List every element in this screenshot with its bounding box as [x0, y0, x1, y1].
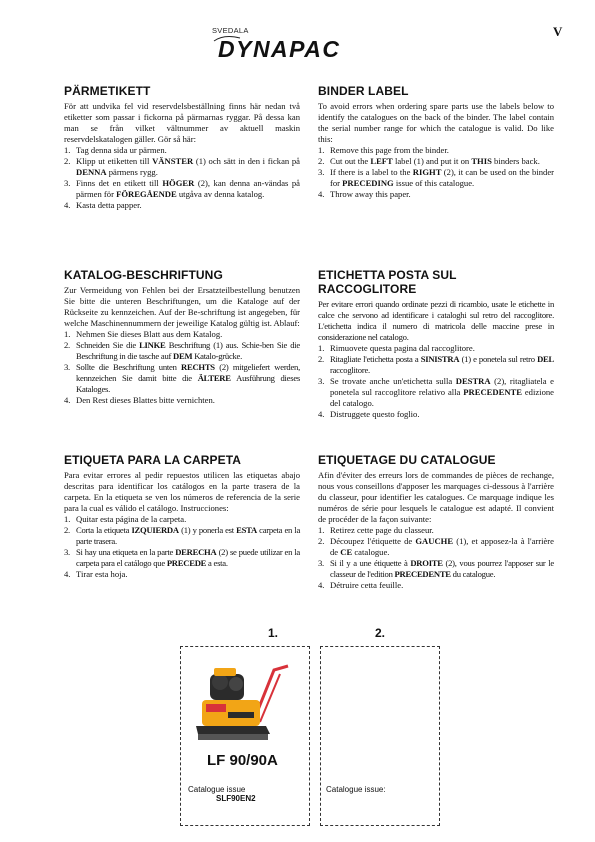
list-item: 3. Sollte die Beschriftung unten RECHTS (2) mitgeliefert werden, kennzeichen Sie damit bitte die ÄLTERE Ausführung dieses Kataloges. — [64, 362, 300, 394]
list-item: 4. Throw away this paper. — [318, 189, 411, 199]
list-item: 3. Si hay una etiqueta en la parte DERECHA (2) se puede utilizar en la carpeta para el catálogo que PRECEDE a esta. — [64, 547, 300, 568]
steps-list — [64, 145, 300, 211]
section-title: ETIQUETA PARA LA CARPETA — [64, 453, 242, 467]
steps-list — [64, 329, 300, 406]
section-italian — [318, 268, 554, 420]
section-title: BINDER LABEL — [318, 84, 409, 98]
section-intro: Afin d'éviter des erreurs lors de commandes de pièces de rechange, nous vous conseillons d'apposer les marquages ci-dessous à l'arrière du classeur, pour identifier les catalogues. Ce marquage indique les numéros de série pour lesquels le catalogue est adapté. Il convient de procéder de la façon suivante: — [318, 470, 554, 524]
logo-sub-text: SVEDALA — [212, 26, 249, 35]
right-label-number: 2. — [375, 626, 386, 640]
section-spanish — [64, 453, 300, 580]
right-label-frame[interactable] — [320, 646, 440, 826]
list-item: 1. Retirez cette page du classeur. — [318, 525, 434, 535]
list-item: 3. Se trovate anche un'etichetta sulla DESTRA (2), ritagliatela e ponetela sul raccoglitore relativo alla PRECEDENTE edizione del catalogo. — [318, 376, 554, 408]
section-title: PÄRMETIKETT — [64, 84, 151, 98]
dynapac-logo — [198, 26, 428, 66]
section-english — [318, 84, 554, 200]
section-intro: Zur Vermeidung von Fehlen bei der Ersatzteilbestellung benutzen Sie bitte die unteren Beschriftungen, um die Kataloge auf der Rückseite zu kennzeichen. Auf der Be-schriftung ist angegeben, für welche Maschinennummern der jeweilige Katalog gültig ist. Ablauf: — [64, 285, 300, 328]
section-title: ETICHETTA POSTA SUL RACCOGLITORE — [318, 268, 457, 296]
list-item: 2. Ritagliate l'etichetta posta a SINISTRA (1) e ponetela sul retro DEL raccoglitore. — [318, 354, 554, 375]
list-item: 3. Si il y a une étiquette à DROITE (2), vous pourrez l'apposer sur le classeur de l'edition PRECEDENTE du catalogue. — [318, 558, 554, 579]
list-item: 1. Tag denna sida ur pärmen. — [64, 145, 167, 155]
list-item: 2. Corta la etiqueta IZQUIERDA (1) y ponerla est ESTA carpeta en la parte trasera. — [64, 525, 301, 546]
section-swedish — [64, 84, 300, 211]
steps-list — [64, 514, 300, 580]
list-item: 1. Quitar esta página de la carpeta. — [64, 514, 187, 524]
steps-list — [318, 145, 554, 200]
list-item: 2. Cut out the LEFT label (1) and put it on THIS binders back. — [318, 156, 540, 166]
plate-compactor-image — [188, 660, 298, 752]
list-item: 3. Finns det en etikett till HÖGER (2), kan denna an-vändas på pärmen för FÖREGÅENDE utgåva av denna katalog. — [64, 178, 300, 199]
list-item: 2. Klipp ut etiketten till VÄNSTER (1) och sätt in den i fickan på DENNA pärmens rygg. — [64, 156, 300, 177]
model-name: LF 90/90A — [207, 752, 278, 769]
section-title: KATALOG-BESCHRIFTUNG — [64, 268, 223, 282]
list-item: 4. Den Rest dieses Blattes bitte vernichten. — [64, 395, 215, 405]
steps-list — [318, 343, 554, 420]
list-item: 1. Remove this page from the binder. — [318, 145, 449, 155]
left-label-number: 1. — [268, 626, 279, 640]
list-item: 4. Détruire cetta feuille. — [318, 580, 404, 590]
section-french — [318, 453, 554, 591]
section-title: ETIQUETAGE DU CATALOGUE — [318, 453, 496, 467]
list-item: 2. Découpez l'étiquette de GAUCHE (1), et apposez-la à l'arrière de CE catalogue. — [318, 536, 554, 557]
list-item: 4. Kasta detta papper. — [64, 200, 142, 210]
steps-list — [318, 525, 554, 591]
section-german — [64, 268, 300, 406]
list-item: 1. Rimuovete questa pagina dal raccoglitore. — [318, 343, 475, 353]
section-intro: To avoid errors when ordering spare parts use the labels below to identify the catalogues on the back of the binder. The label contain the serial number range for which the catalogue is valid. Do like this: — [318, 101, 554, 144]
list-item: 4. Distruggete questo foglio. — [318, 409, 420, 419]
section-intro: Para evitar errores al pedir repuestos utilicen las etiquetas abajo descritas para identificar los catálogos en la parte trasera de la carpeta. En la etiqueta se ven los números de referencia de la serie para la cual es válido el catálogo. Instrucciones: — [64, 470, 300, 513]
logo-name: DYNAPAC — [218, 36, 341, 62]
base-plate-shape — [196, 726, 270, 734]
list-item: 2. Schneiden Sie die LINKE Beschriftung (1) aus. Schie-ben Sie die Beschriftung in die tasche auf DEM Katalo-grücke. — [64, 340, 300, 361]
right-issue-label: Catalogue issue: — [326, 785, 386, 794]
section-intro: För att undvika fel vid reservdelsbeställning finns här nedan två etiketter som passar i fickorna på pärmarnas ryggar. På dessa kan man se från vilket vältnummer av aktuell maskin reservdelskatalogen gäller. Gör så här: — [64, 101, 300, 144]
left-issue-code: SLF90EN2 — [216, 794, 256, 803]
section-intro: Per evitare errori quando ordinate pezzi di ricambio, usate le etichette in calce che servono ad identificare i cataloghi sul retro del raccoglitore. L'etichetta indica il numero di matricola delle maccine prese in considerazione nel catalogo. — [318, 299, 554, 342]
list-item: 4. Tirar esta hoja. — [64, 569, 128, 579]
list-item: 3. If there is a label to the RIGHT (2), it can be used on the binder for PRECEDING issue of this catalogue. — [318, 167, 555, 188]
page-mark: V — [553, 24, 563, 39]
list-item: 1. Nehmen Sie dieses Blatt aus dem Katalog. — [64, 329, 223, 339]
left-issue-label: Catalogue issue — [188, 785, 246, 794]
